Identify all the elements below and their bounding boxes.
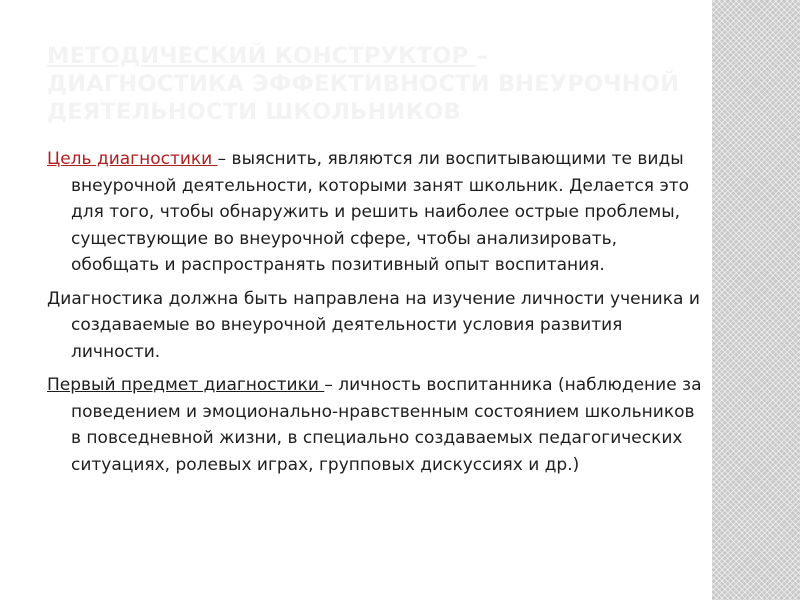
goal-lead-label: Цель диагностики bbox=[47, 149, 218, 169]
slide-title bbox=[47, 42, 687, 126]
first-subject-lead-label: Первый предмет диагностики bbox=[47, 375, 325, 395]
first-subject-text: – личность воспитанника (наблюдение за поведением и эмоционально-нравственным состоянием школьников в повседневной жизни, в специально создаваемых педагогических ситуациях, ролевых играх, групповых дискуссиях и др.) bbox=[71, 375, 702, 475]
title-line-2: ДИАГНОСТИКА ЭФФЕКТИВНОСТИ ВНЕУРОЧНОЙ bbox=[47, 71, 680, 97]
title-underlined-part: МЕТОДИЧЕСКИЙ КОНСТРУКТОР bbox=[47, 43, 477, 69]
title-dash: – bbox=[476, 43, 488, 69]
goal-text: – выяснить, являются ли воспитывающими те виды внеурочной деятельности, которыми занят школьник. Делается это для того, чтобы обнаружить и решить наиболее острые проблемы, существующие во внеурочной сфере, чтобы анализировать, обобщать и распространять позитивный опыт воспитания. bbox=[71, 149, 690, 275]
direction-text: Диагностика должна быть направлена на изучение личности ученика и создаваемые во внеурочной деятельности условия развития личности. bbox=[47, 288, 700, 362]
paragraph-first-subject bbox=[47, 372, 707, 478]
title-line-3: ДЕЯТЕЛЬНОСТИ ШКОЛЬНИКОВ bbox=[47, 99, 461, 125]
slide-body bbox=[47, 146, 707, 485]
paragraph-direction bbox=[47, 286, 707, 366]
decorative-side-strip bbox=[712, 0, 800, 600]
paragraph-goal bbox=[47, 146, 707, 279]
